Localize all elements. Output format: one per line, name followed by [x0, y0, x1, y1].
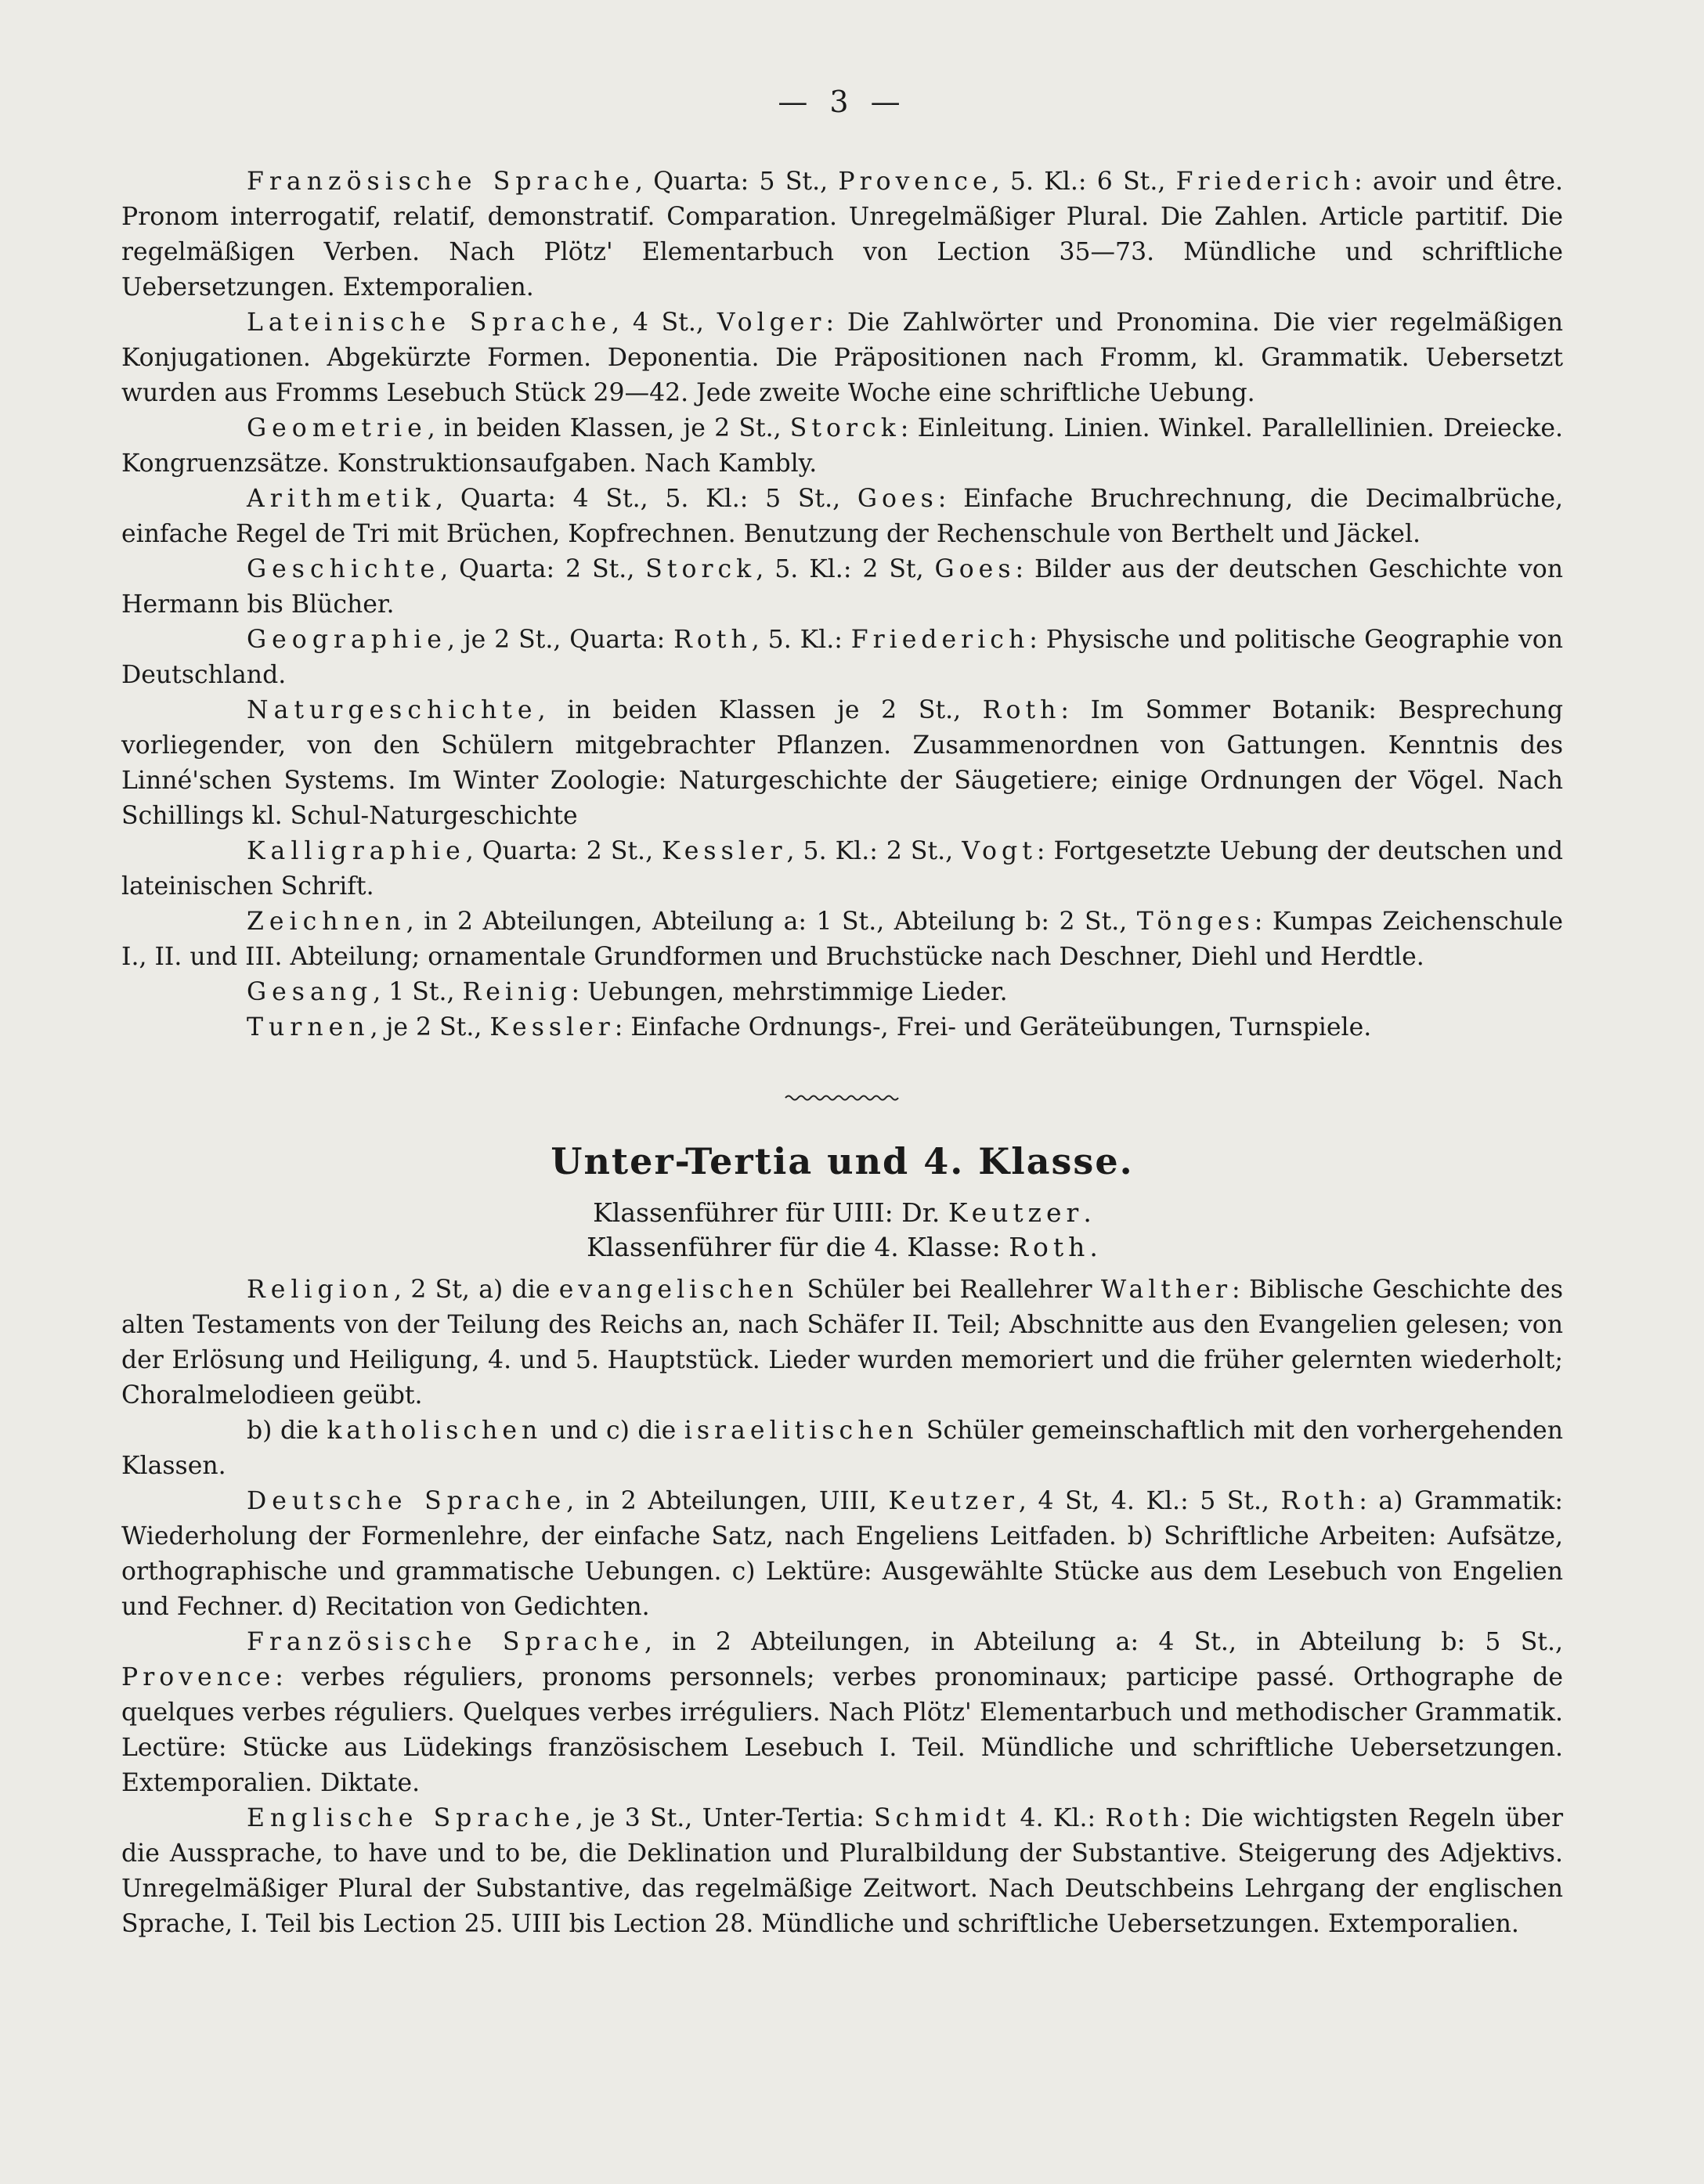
- paragraph-text: , 4 St, 4. Kl.: 5 St.,: [1018, 1487, 1281, 1515]
- paragraph-text: , in beiden Klassen je 2 St.,: [537, 696, 983, 724]
- teacher-name: Tönges: [1136, 908, 1255, 936]
- class-leader-label: Klassenführer für die 4. Klasse:: [587, 1232, 1009, 1262]
- paragraph-text: , 5. Kl.: 6 St.,: [991, 168, 1176, 196]
- para-religion-a: [121, 1272, 1563, 1413]
- paragraph-text: : verbes réguliers, pronoms personnels; verbes pronominaux; participe passé. Orthographe de quelques verbes réguliers. Quelques verbes irréguliers. Nach Plötz' Elementarbuch und methodischer Grammatik. Lectüre: Stücke aus Lüdekings französischem Lesebuch I. Teil. Mündliche und schriftliche Uebersetzungen. Extemporalien. Diktate.: [121, 1663, 1563, 1797]
- para-englisch: [121, 1801, 1563, 1942]
- paragraph-text: , je 3 St., Unter-Tertia:: [575, 1804, 874, 1832]
- paragraph-text: : Die Zahlwörter und Pronomina. Die vier regelmäßigen Konjugationen. Abgekürzte Formen. Deponentia. Die Präpositionen nach Fromm, kl. Grammatik. Uebersetzt wurden aus Fromms Lesebuch Stück 29—42. Jede zweite Woche eine schriftliche Uebung.: [121, 309, 1564, 407]
- para-geschichte: [121, 552, 1563, 623]
- paragraph-text: , 5. Kl.:: [751, 626, 851, 654]
- class-leader-label: Klassenführer für UIII: Dr.: [593, 1197, 948, 1228]
- para-franzoesisch-tertia: [121, 1625, 1563, 1801]
- teacher-name: Goes: [857, 485, 938, 513]
- page-number: — 3 —: [778, 85, 907, 119]
- denomination-name: israelitischen: [684, 1417, 919, 1445]
- para-zeichnen: [121, 904, 1563, 975]
- para-religion-b: [121, 1413, 1563, 1484]
- para-deutsch: [121, 1484, 1563, 1625]
- class-leader-4: [121, 1230, 1563, 1265]
- paragraph-text: : Uebungen, mehrstimmige Lieder.: [571, 978, 1008, 1006]
- subject-name: Geometrie: [247, 414, 428, 442]
- subject-name: Naturgeschichte: [247, 696, 538, 724]
- section-title: Unter-Tertia und 4. Klasse.: [551, 1140, 1134, 1182]
- teacher-name: Provence: [838, 168, 992, 196]
- teacher-name: Schmidt: [873, 1804, 1011, 1832]
- paragraph-text: , 4 St.,: [612, 309, 717, 337]
- paragraph-text: : Bilder aus der deutschen Geschichte von Hermann bis Blücher.: [121, 555, 1563, 619]
- subject-name: Arithmetik: [247, 485, 436, 513]
- teacher-name: Goes: [934, 555, 1016, 583]
- teacher-name: Roth: [1280, 1487, 1359, 1515]
- teacher-name: Kessler: [662, 837, 787, 865]
- teacher-name: Keutzer: [888, 1487, 1019, 1515]
- teacher-name: Roth: [1105, 1804, 1184, 1832]
- teacher-name: Walther: [1100, 1276, 1233, 1304]
- subject-name: Deutsche Sprache: [247, 1487, 567, 1515]
- wavy-rule-ornament: [784, 1092, 901, 1103]
- paragraph-text: , 1 St.,: [373, 978, 463, 1006]
- paragraph-text: Schüler bei Reallehrer: [798, 1276, 1101, 1304]
- paragraph-text: , Quarta: 2 St.,: [440, 555, 646, 583]
- paragraph-text: : Einleitung. Linien. Winkel. Parallellinien. Dreiecke. Kongruenzsätze. Konstruktionsaufgaben. Nach Kambly.: [121, 414, 1563, 478]
- teacher-name: Friederich: [850, 626, 1030, 654]
- punctuation: .: [1083, 1197, 1092, 1228]
- subject-name: Religion: [247, 1276, 394, 1304]
- paragraph-text: , je 2 St., Quarta:: [446, 626, 674, 654]
- paragraph-text: : a) Grammatik: Wiederholung der Formenlehre, der einfache Satz, nach Engeliens Leitfaden. b) Schriftliche Arbeiten: Aufsätze, orthographische und grammatische Uebungen. c) Lektüre: Ausgewählte Stücke aus dem Lesebuch von Engelien und Fechner. d) Recitation von Gedichten.: [121, 1487, 1563, 1621]
- paragraph-text: : Einfache Ordnungs-, Frei- und Geräteübungen, Turnspiele.: [614, 1013, 1372, 1041]
- paragraph-text: , 2 St, a) die: [394, 1276, 559, 1304]
- subject-name: Französische Sprache: [247, 168, 635, 196]
- denomination-name: katholischen: [327, 1417, 543, 1445]
- teacher-name: Roth: [673, 626, 752, 654]
- para-franzoesisch-quarta: [121, 164, 1563, 305]
- paragraph-text: Schüler gemeinschaftlich mit den vorhergehenden Klassen.: [121, 1417, 1563, 1480]
- paragraph-text: , 5. Kl.: 2 St,: [756, 555, 935, 583]
- teacher-name: evangelischen: [558, 1276, 799, 1304]
- para-turnen: [121, 1010, 1563, 1045]
- paragraph-text: , 5. Kl.: 2 St.,: [786, 837, 962, 865]
- paragraph-text: , in 2 Abteilungen, Abteilung a: 1 St., Abteilung b: 2 St.,: [406, 908, 1137, 936]
- paragraph-text: : Physische und politische Geographie von Deutschland.: [121, 626, 1564, 689]
- paragraph-text: , Quarta: 2 St.,: [465, 837, 662, 865]
- teacher-name: Provence: [121, 1663, 276, 1691]
- paragraph-text: , Quarta: 5 St.,: [634, 168, 839, 196]
- paragraph-text: , je 2 St.,: [370, 1013, 490, 1041]
- paragraph-text: und c) die: [542, 1417, 684, 1445]
- subject-name: Französische Sprache: [247, 1628, 644, 1656]
- teacher-name: Friederich: [1175, 168, 1355, 196]
- teacher-name: Keutzer: [948, 1197, 1084, 1228]
- para-naturgeschichte: [121, 693, 1563, 834]
- paragraph-text: : Einfache Bruchrechnung, die Decimalbrüche, einfache Regel de Tri mit Brüchen, Kopfrechnen. Benutzung der Rechenschule von Berthelt und Jäckel.: [121, 485, 1563, 548]
- upper-section: [121, 164, 1563, 1045]
- paragraph-text: , in 2 Abteilungen, UIII,: [566, 1487, 889, 1515]
- subject-name: Gesang: [247, 978, 374, 1006]
- teacher-name: Storck: [645, 555, 756, 583]
- subject-name: Geographie: [247, 626, 447, 654]
- teacher-name: Volger: [717, 309, 826, 337]
- subject-name: Geschichte: [247, 555, 441, 583]
- punctuation: .: [1089, 1232, 1098, 1262]
- section-divider: [121, 1078, 1563, 1094]
- teacher-name: Roth: [982, 696, 1061, 724]
- lower-section: [121, 1272, 1563, 1942]
- paragraph-text: : Kumpas Zeichenschule I., II. und III. Abteilung; ornamentale Grundformen und Bruchstücke nach Deschner, Diehl und Herdtle.: [121, 908, 1563, 971]
- paragraph-text: : Biblische Geschichte des alten Testaments von der Teilung des Reichs an, nach Schäfer II. Teil; Abschnitte aus den Evangelien gelesen; von der Erlösung und Heiligung, 4. und 5. Hauptstück. Lieder wurden memoriert und die früher gelernten wiederholt; Choralmelodieen geübt.: [121, 1276, 1563, 1410]
- paragraph-text: : avoir und être. Pronom interrogatif, relatif, demonstratif. Comparation. Unregelmäßiger Plural. Die Zahlen. Article partitif. Die regelmäßigen Verben. Nach Plötz' Elementarbuch von Lection 35—73. Mündliche und schriftliche Uebersetzungen. Extemporalien.: [121, 168, 1563, 301]
- para-lateinisch: [121, 305, 1563, 411]
- paragraph-text: 4. Kl.:: [1010, 1804, 1106, 1832]
- teacher-name: Storck: [789, 414, 901, 442]
- paragraph-text: , in 2 Abteilungen, in Abteilung a: 4 St., in Abteilung b: 5 St.,: [644, 1628, 1563, 1656]
- teacher-name: Reinig: [462, 978, 572, 1006]
- paragraph-text: , Quarta: 4 St., 5. Kl.: 5 St.,: [435, 485, 857, 513]
- para-kalligraphie: [121, 834, 1563, 904]
- para-geographie: [121, 623, 1563, 693]
- subject-name: Kalligraphie: [247, 837, 466, 865]
- paragraph-text: , in beiden Klassen, je 2 St.,: [427, 414, 790, 442]
- subject-name: Englische Sprache: [247, 1804, 576, 1832]
- class-leader-uiii: [121, 1196, 1563, 1230]
- teacher-name: Vogt: [962, 837, 1037, 865]
- teacher-name: Kessler: [489, 1013, 615, 1041]
- paragraph-text: : Fortgesetzte Uebung der deutschen und lateinischen Schrift.: [121, 837, 1563, 901]
- teacher-name: Roth: [1009, 1232, 1090, 1262]
- para-gesang: [121, 975, 1563, 1010]
- para-arithmetik: [121, 482, 1563, 552]
- paragraph-text: : Im Sommer Botanik: Besprechung vorliegender, von den Schülern mitgebrachter Pflanzen. Zusammenordnen von Gattungen. Kenntnis des Linné'schen Systems. Im Winter Zoologie: Naturgeschichte der Säugetiere; einige Ordnungen der Vögel. Nach Schillings kl. Schul-Naturgeschichte: [121, 696, 1563, 830]
- paragraph-text: : Die wichtigsten Regeln über die Aussprache, to have und to be, die Deklination und Pluralbildung der Substantive. Steigerung des Adjektivs. Unregelmäßiger Plural der Substantive, das regelmäßige Zeitwort. Nach Deutschbeins Lehrgang der englischen Sprache, I. Teil bis Lection 25. UIII bis Lection 28. Mündliche und schriftliche Uebersetzungen. Extemporalien.: [121, 1804, 1564, 1938]
- subject-name: Turnen: [247, 1013, 370, 1041]
- paragraph-text: b) die: [247, 1417, 327, 1445]
- para-geometrie: [121, 411, 1563, 482]
- subject-name: Lateinische Sprache: [247, 309, 612, 337]
- subject-name: Zeichnen: [247, 908, 406, 936]
